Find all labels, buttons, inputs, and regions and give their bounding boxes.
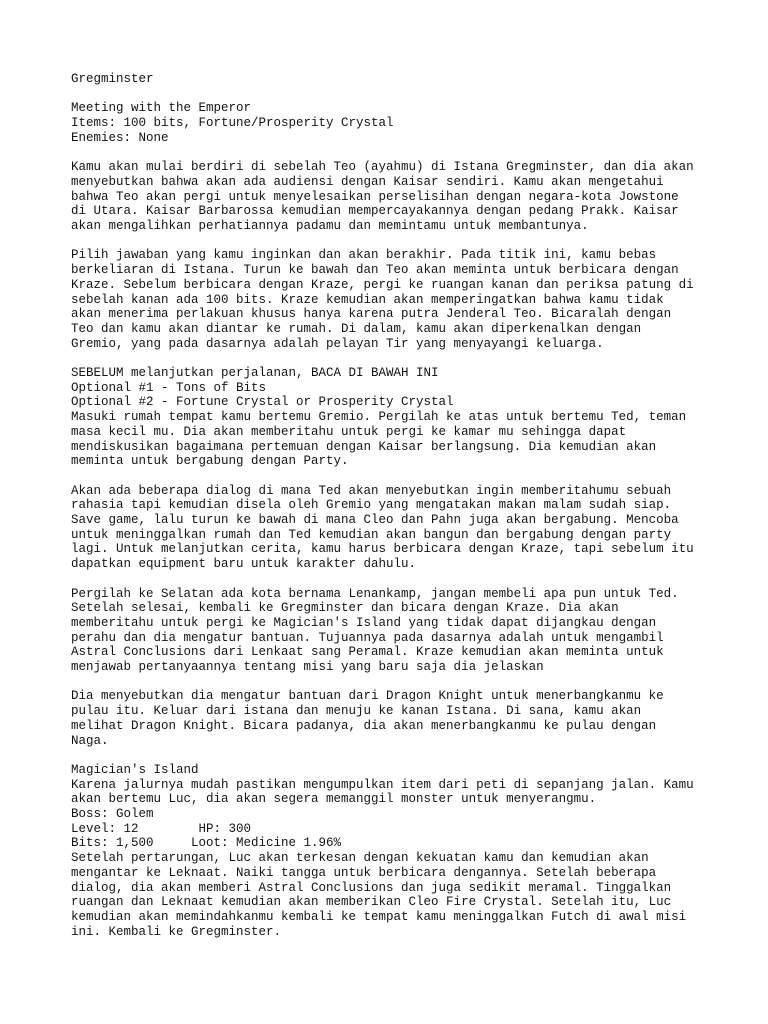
text-line: Kamu akan mulai berdiri di sebelah Teo (ayahmu) di Istana Gregminster, dan dia akan bbox=[71, 160, 694, 175]
text-line: dialog, dia akan memberi Astral Conclusions dan juga sedikit meramal. Tinggalkan bbox=[71, 880, 672, 895]
text-line: menyebutkan bahwa akan ada audiensi dengan Kaisar sendiri. Kamu akan mengetahui bbox=[71, 174, 664, 189]
text-line: Astral Conclusions dari Lenkaat sang Peramal. Kraze kemudian akan meminta untuk bbox=[71, 645, 664, 660]
text-line: melihat Dragon Knight. Bicara padanya, dia akan menerbangkanmu ke pulau dengan bbox=[71, 718, 657, 733]
text-line: Items: 100 bits, Fortune/Prosperity Crystal bbox=[71, 116, 394, 131]
text-line: akan menerima perlakuan khusus hanya karena putra Jenderal Teo. Bicaralah dengan bbox=[71, 307, 672, 322]
text-line: meminta untuk bergabung dengan Party. bbox=[71, 454, 349, 469]
text-line: akan bertemu Luc, dia akan segera memanggil monster untuk menyerangmu. bbox=[71, 792, 597, 807]
text-line: untuk meninggalkan rumah dan Ted kemudian akan bangun dan bergabung dengan party bbox=[71, 527, 672, 542]
text-line: Akan ada beberapa dialog di mana Ted akan menyebutkan ingin memberitahumu sebuah bbox=[71, 483, 672, 498]
text-line: pulau itu. Keluar dari istana dan menuju ke kanan Istana. Di sana, kamu akan bbox=[71, 704, 642, 719]
text-line: Setelah selesai, kembali ke Gregminster dan bicara dengan Kraze. Dia akan bbox=[71, 601, 619, 616]
text-line: dapatkan equipment baru untuk karakter dahulu. bbox=[71, 557, 417, 572]
text-line: mengantar ke Leknaat. Naiki tangga untuk berbicara dengannya. Setelah beberapa bbox=[71, 865, 657, 880]
text-line: bahwa Teo akan pergi untuk menyelesaikan perselisihan dengan negara-kota Jowstone bbox=[71, 189, 679, 204]
text-line: mendiskusikan bagaimana pertemuan dengan Kaisar berlangsung. Dia kemudian akan bbox=[71, 439, 657, 454]
text-line: lagi. Untuk melanjutkan cerita, kamu harus berbicara dengan Kraze, tapi sebelum itu bbox=[71, 542, 694, 557]
text-line: Teo dan kamu akan diantar ke rumah. Di dalam, kamu akan diperkenalkan dengan bbox=[71, 321, 642, 336]
text-line: Gregminster bbox=[71, 72, 154, 86]
document-body bbox=[71, 72, 711, 954]
text-line: sebelah kanan ada 100 bits. Kraze kemudian akan memperingatkan bahwa kamu tidak bbox=[71, 292, 664, 307]
text-line: Save game, lalu turun ke bawah di mana Cleo dan Pahn juga akan bergabung. Mencoba bbox=[71, 513, 679, 528]
text-line: Setelah pertarungan, Luc akan terkesan dengan kekuatan kamu dan kemudian akan bbox=[71, 851, 649, 866]
paragraph bbox=[71, 248, 711, 351]
text-line: kemudian akan memindahkanmu kembali ke tempat kamu meninggalkan Futch di awal misi bbox=[71, 909, 687, 924]
text-line: Masuki rumah tempat kamu bertemu Gremio. Pergilah ke atas untuk bertemu Ted, teman bbox=[71, 410, 687, 425]
text-line: Pilih jawaban yang kamu inginkan dan akan berakhir. Pada titik ini, kamu bebas bbox=[71, 248, 657, 263]
text-line: Meeting with the Emperor bbox=[71, 101, 252, 116]
text-line: Gremio, yang pada dasarnya adalah pelayan Tir yang menyayangi keluarga. bbox=[71, 336, 604, 351]
section-meeting-header bbox=[71, 101, 711, 145]
text-line: berkeliaran di Istana. Turun ke bawah dan Teo akan meminta untuk berbicara dengan bbox=[71, 263, 679, 278]
text-line: ruangan dan Leknaat kemudian akan memberikan Cleo Fire Crystal. Setelah itu, Luc bbox=[71, 895, 672, 910]
text-line: Bits: 1,500 Loot: Medicine 1.96% bbox=[71, 836, 342, 851]
text-line: Level: 12 HP: 300 bbox=[71, 821, 252, 836]
paragraph bbox=[71, 484, 711, 572]
section-magicians-island bbox=[71, 763, 711, 939]
text-line: masa kecil mu. Dia akan memberitahu untuk pergi ke kamar mu sehingga dapat bbox=[71, 424, 627, 439]
text-line: Magician's Island bbox=[71, 762, 199, 777]
paragraph bbox=[71, 366, 711, 469]
text-line: Dia menyebutkan dia mengatur bantuan dari Dragon Knight untuk menerbangkanmu ke bbox=[71, 689, 664, 704]
paragraph bbox=[71, 587, 711, 675]
text-line: memberitahu untuk pergi ke Magician's Island yang tidak dapat dijangkau dengan bbox=[71, 615, 657, 630]
text-line: di Utara. Kaisar Barbarossa kemudian mempercayakannya dengan pedang Prakk. Kaisar bbox=[71, 204, 679, 219]
text-line: SEBELUM melanjutkan perjalanan, BACA DI BAWAH INI bbox=[71, 366, 439, 380]
text-line: ini. Kembali ke Gregminster. bbox=[71, 924, 282, 939]
text-line: menjawab pertanyaannya tentang misi yang baru saja dia jelaskan bbox=[71, 660, 544, 675]
text-line: Karena jalurnya mudah pastikan mengumpulkan item dari peti di sepanjang jalan. Kamu bbox=[71, 777, 694, 792]
paragraph bbox=[71, 160, 711, 234]
text-line: Optional #1 - Tons of Bits bbox=[71, 380, 267, 395]
paragraph bbox=[71, 689, 711, 748]
text-line: akan mengalihkan perhatiannya padamu dan memintamu untuk membantunya. bbox=[71, 219, 589, 233]
text-line: Naga. bbox=[71, 733, 109, 748]
text-line: Boss: Golem bbox=[71, 807, 154, 822]
text-line: rahasia tapi kemudian disela oleh Gremio yang mengatakan makan malam sudah siap. bbox=[71, 498, 672, 513]
doc-title bbox=[71, 72, 711, 87]
text-line: Enemies: None bbox=[71, 130, 169, 145]
text-line: Pergilah ke Selatan ada kota bernama Lenankamp, jangan membeli apa pun untuk Ted. bbox=[71, 586, 679, 601]
text-line: Kraze. Sebelum berbicara dengan Kraze, pergi ke ruangan kanan dan periksa patung di bbox=[71, 277, 694, 292]
text-line: perahu dan dia mengatur bantuan. Tujuannya pada dasarnya adalah untuk mengambil bbox=[71, 630, 664, 645]
text-line: Optional #2 - Fortune Crystal or Prosperity Crystal bbox=[71, 395, 454, 410]
